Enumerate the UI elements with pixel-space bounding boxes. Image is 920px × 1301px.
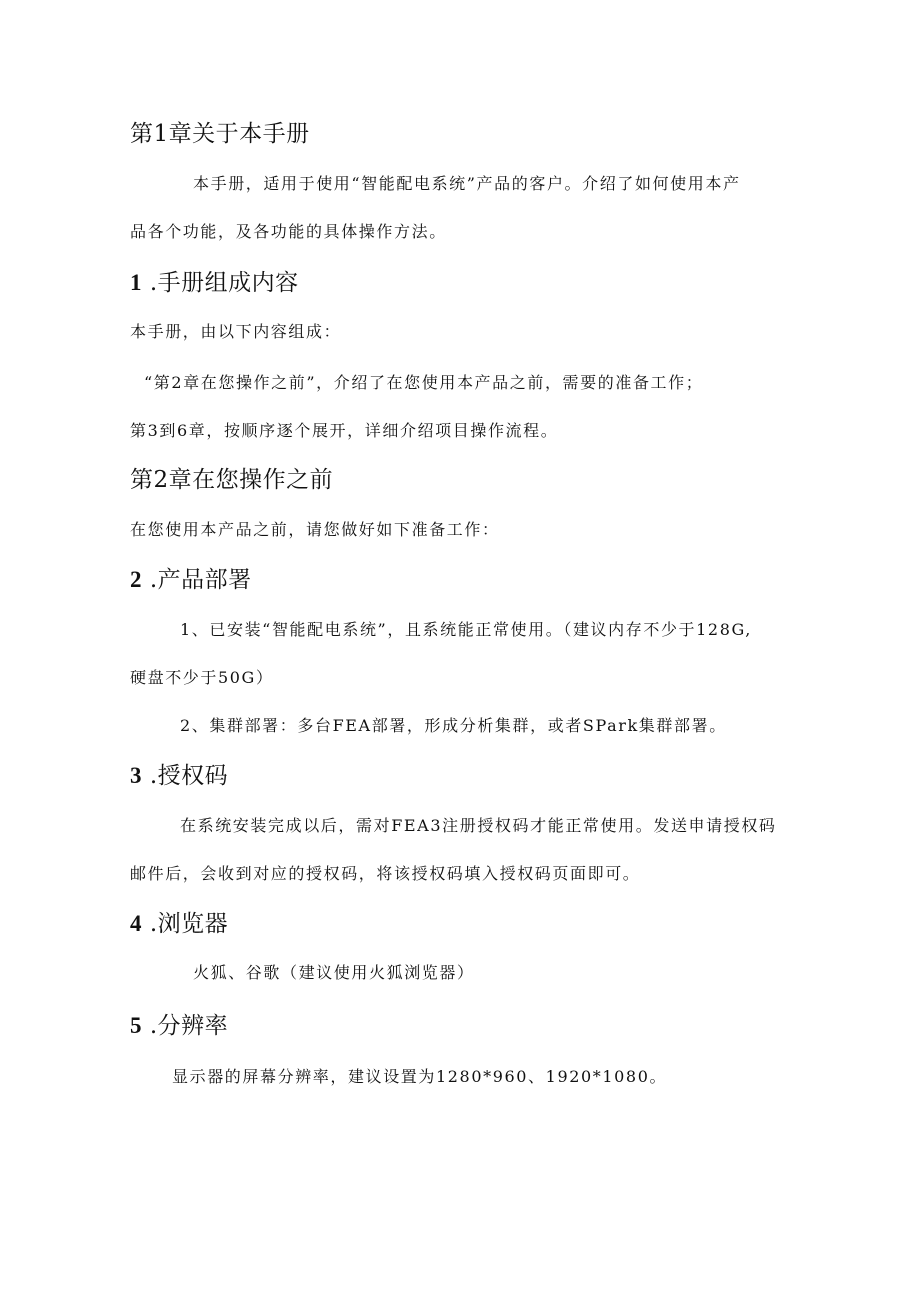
- section-1-line-1: 本手册，由以下内容组成：: [130, 322, 342, 341]
- section-5-heading: [130, 1014, 228, 1038]
- section-3-heading: [130, 764, 228, 788]
- section-3-number: 3: [130, 763, 142, 788]
- section-2-item-2: 2、集群部署：多台FEA部署，形成分析集群，或者SPark集群部署。: [180, 716, 727, 735]
- section-3-line-1: 在系统安装完成以后，需对FEA3注册授权码才能正常使用。发送申请授权码: [180, 816, 777, 835]
- section-3-line-2: 邮件后，会收到对应的授权码，将该授权码填入授权码页面即可。: [130, 864, 641, 883]
- section-4-line-1: 火狐、谷歌（建议使用火狐浏览器）: [193, 963, 475, 982]
- section-2-heading: [130, 568, 252, 592]
- section-5-number: 5: [130, 1013, 142, 1038]
- section-2-title: .产品部署: [149, 567, 252, 593]
- section-5-title: .分辨率: [149, 1013, 229, 1039]
- section-1-heading: [130, 271, 299, 295]
- section-4-title: .浏览器: [149, 911, 229, 937]
- section-2-number: 2: [130, 567, 142, 592]
- chapter-1-intro-line-2: 品各个功能，及各功能的具体操作方法。: [130, 222, 447, 241]
- chapter-1-heading: 第1章关于本手册: [130, 121, 310, 147]
- chapter-2-intro: 在您使用本产品之前，请您做好如下准备工作：: [130, 520, 500, 539]
- section-1-title: .手册组成内容: [149, 270, 299, 296]
- section-3-title: .授权码: [149, 763, 229, 789]
- chapter-2-heading: 第2章在您操作之前: [130, 467, 334, 493]
- section-2-item-1-line-1: 1、已安装“智能配电系统”，且系统能正常使用。（建议内存不少于128G,: [180, 620, 752, 639]
- section-5-line-1: 显示器的屏幕分辨率，建议设置为1280*960、1920*1080。: [172, 1067, 668, 1086]
- section-4-number: 4: [130, 911, 142, 936]
- section-4-heading: [130, 912, 228, 936]
- section-1-number: 1: [130, 270, 142, 295]
- section-1-line-2: “第2章在您操作之前”，介绍了在您使用本产品之前，需要的准备工作；: [144, 373, 704, 392]
- section-2-item-1-line-2: 硬盘不少于50G）: [130, 668, 274, 687]
- section-1-line-3: 第3到6章，按顺序逐个展开，详细介绍项目操作流程。: [130, 421, 559, 440]
- chapter-1-intro-line-1: 本手册，适用于使用“智能配电系统”产品的客户。介绍了如何使用本产: [193, 174, 741, 193]
